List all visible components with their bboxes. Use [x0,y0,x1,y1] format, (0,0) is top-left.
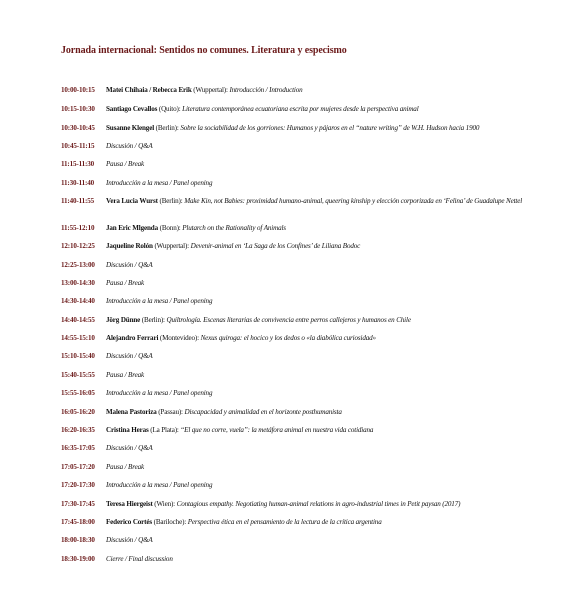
speaker-name: Jan Eric Mlgenda [106,224,158,232]
talk-title: Quiltrología. Escenas literarias de convivencia entre perros callejeros y humanos en Chile [166,316,411,324]
session-description [106,536,578,545]
talk-title: Introducción a la mesa / Panel opening [106,481,213,489]
session-time: 12:25-13:00 [61,261,95,269]
session-time: 10:30-10:45 [61,124,95,132]
talk-title: Sobre la sociabilidad de los gorriones: Humanos y pájaros en el “nature writing” de W.H. Hudson hacia 1900 [180,124,480,132]
speaker-affiliation: (Wien): [152,500,177,508]
program-row [61,316,581,325]
session-description [106,371,578,380]
session-description [106,352,578,361]
session-description [106,105,578,114]
session-description [106,463,578,472]
session-description [106,224,578,233]
program-row [61,500,581,509]
talk-title: Discapacidad y animalidad en el horizonte posthumanista [184,408,342,416]
talk-title: Plutarch on the Rationality of Animals [182,224,286,232]
program-row [61,444,581,453]
session-description [106,389,578,398]
session-time: 16:05-16:20 [61,408,95,416]
speaker-affiliation: (Montevideo): [158,334,201,342]
talk-title: Make Kin, not Babies: proximidad humano-animal, queering kinship y elección corporizada en ‘Felina’ de Guadalupe Nettel [184,197,523,205]
session-time: 17:05-17:20 [61,463,95,471]
speaker-affiliation: (Berlin): [140,316,167,324]
talk-title: Discusión / Q&A [106,352,153,360]
talk-title: Introducción / Introduction [229,86,303,94]
session-description [106,242,578,251]
talk-title: Cierre / Final discussion [106,555,173,563]
program-row [61,371,581,380]
session-time: 17:45-18:00 [61,518,95,526]
session-time: 15:10-15:40 [61,352,95,360]
session-time: 17:20-17:30 [61,481,95,489]
speaker-name: Alejandro Ferrari [106,334,159,342]
speaker-affiliation: (Bonn): [157,224,183,232]
session-time: 18:30-19:00 [61,555,95,563]
session-description [106,179,578,188]
talk-title: Pausa / Break [106,371,144,379]
program-row [61,334,581,343]
session-description [106,444,578,453]
speaker-name: Susanne Klengel [106,124,155,132]
session-description [106,426,578,435]
program-row [61,179,581,188]
speaker-affiliation: (La Plata): [148,426,181,434]
program-row [61,463,581,472]
speaker-affiliation: (Berlin): [157,197,185,205]
session-description [106,334,578,343]
program-row [61,261,581,270]
session-time: 11:40-11:55 [61,197,95,205]
session-time: 15:55-16:05 [61,389,95,397]
session-description [106,555,578,564]
session-time: 16:20-16:35 [61,426,95,434]
talk-title: Literatura contemporánea ecuatoriana escrita por mujeres desde la perspectiva animal [182,105,419,113]
talk-title: Discusión / Q&A [106,444,153,452]
speaker-name: Federico Cortés [106,518,153,526]
session-description [106,279,578,288]
program-row [61,279,581,288]
talk-title: Contagious empathy. Negotiating human-animal relations in agro-industrial times in Petit paysan (2017) [176,500,461,508]
speaker-name: Jaqueline Rolón [106,242,153,250]
speaker-name: Teresa Hiergeist [106,500,153,508]
session-description [106,142,578,151]
program-row [61,518,581,527]
session-time: 12:10-12:25 [61,242,95,250]
speaker-affiliation: (Passau): [156,408,185,416]
talk-title: Introducción a la mesa / Panel opening [106,389,213,397]
session-time: 10:15-10:30 [61,105,95,113]
program-row [61,86,581,95]
session-time: 10:45-11:15 [61,142,95,150]
program-row [61,481,581,490]
session-description [106,518,578,527]
session-description [106,481,578,490]
program-row [61,197,581,206]
speaker-affiliation: (Wuppertal): [152,242,191,250]
talk-title: Discusión / Q&A [106,536,153,544]
talk-title: Pausa / Break [106,160,144,168]
session-time: 13:00-14:30 [61,279,95,287]
session-description [106,316,578,325]
session-description [106,408,578,417]
session-time: 11:30-11:40 [61,179,95,187]
session-time: 11:15-11:30 [61,160,95,168]
program-row [61,389,581,398]
speaker-affiliation: (Wuppertal): [191,86,230,94]
session-description [106,500,578,509]
program-row [61,242,581,251]
session-description [106,197,578,206]
program-row [61,536,581,545]
session-description [106,261,578,270]
speaker-name: Santiago Cevallos [106,105,158,113]
speaker-affiliation: (Quito): [157,105,183,113]
talk-title: Discusión / Q&A [106,142,153,150]
program-row [61,426,581,435]
session-description [106,86,578,95]
session-description [106,124,578,133]
program-row [61,555,581,564]
speaker-name: Cristina Heras [106,426,149,434]
page-title: Jornada internacional: Sentidos no comunes. Literatura y especismo [61,45,347,56]
program-row [61,160,581,169]
program-row [61,224,581,233]
session-time: 10:00-10:15 [61,86,95,94]
speaker-affiliation: (Berlin): [154,124,181,132]
session-time: 18:00-18:30 [61,536,95,544]
talk-title: Pausa / Break [106,279,144,287]
speaker-name: Jörg Dünne [106,316,141,324]
talk-title: Pausa / Break [106,463,144,471]
session-time: 11:55-12:10 [61,224,95,232]
talk-title: Nexus quiroga: el hocico y los dedos o «la diabólica curiosidad» [200,334,376,342]
program-row [61,352,581,361]
program-row [61,297,581,306]
speaker-name: Vera Lucia Wurst [106,197,158,205]
speaker-name: Matei Chihaia / Rebecca Erik [106,86,192,94]
program-row [61,142,581,151]
talk-title: Introducción a la mesa / Panel opening [106,297,213,305]
talk-title: Discusión / Q&A [106,261,153,269]
session-description [106,160,578,169]
talk-title: Introducción a la mesa / Panel opening [106,179,213,187]
talk-title: “El que no corre, vuela”: la metáfora animal en nuestra vida cotidiana [180,426,374,434]
session-description [106,297,578,306]
session-time: 17:30-17:45 [61,500,95,508]
session-time: 15:40-15:55 [61,371,95,379]
talk-title: Perspectiva ética en el pensamiento de la lectura de la crítica argentina [187,518,382,526]
talk-title: Devenir-animal en ‘La Saga de los Confines’ de Liliana Bodoc [190,242,361,250]
speaker-name: Malena Pastoriza [106,408,157,416]
program-row [61,124,581,133]
program-row [61,105,581,114]
session-time: 14:55-15:10 [61,334,95,342]
speaker-affiliation: (Bariloche): [152,518,188,526]
session-time: 14:40-14:55 [61,316,95,324]
program-row [61,408,581,417]
session-time: 14:30-14:40 [61,297,95,305]
session-time: 16:35-17:05 [61,444,95,452]
